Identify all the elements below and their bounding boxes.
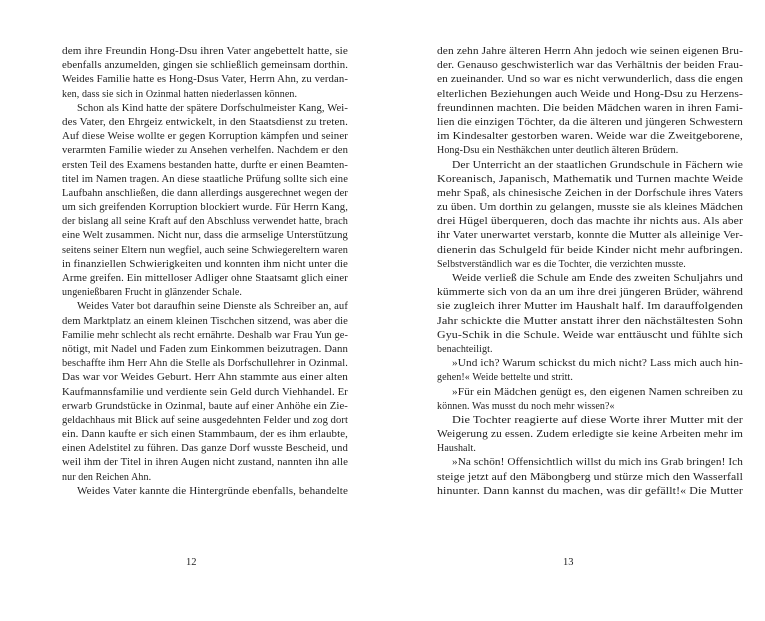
text-line [62,371,348,385]
text-line [437,116,743,130]
text-line [62,88,348,102]
text-line-content: der bislang all seine Kraft auf den Abschluss verwendet hatte, brach [62,216,349,228]
text-line [437,485,743,499]
text-line [437,315,743,329]
text-line-content: Das war vor Weides Geburt. Herr Ahn stammte aus einer alten [62,372,348,384]
text-line-content: Kaufmannsfamilie und verdiente sein Geld durch Viehhandel. Er [62,386,348,398]
text-line [437,442,743,456]
text-line [437,343,743,357]
text-line-content: Jahr schickte die Mutter anstatt ihrer den nächstältesten Sohn [437,315,743,327]
page-number-left: 12 [186,557,197,568]
text-line [437,201,743,215]
text-line-content: ken, dass sie sich in Ozinmal hatten niederlassen können. [62,88,298,100]
text-line-content: Weides Familie hatte es Hong-Dsus Vater, Herrn Ahn, zu verdan- [62,74,349,86]
text-line [62,442,348,456]
text-line [62,400,348,414]
text-line-content: dem Marktplatz an einem kleinen Tischchen sitzend, was aber die [62,315,349,327]
text-line [437,400,743,414]
text-line [437,329,743,343]
text-line [437,272,743,286]
text-line-content: elterlichen Beziehungen auch Weide und Hong-Dsu zu Herzens- [437,88,744,100]
text-line-content: sie zugleich ihrer Mutter im Haushalt half. Im darauffolgenden [437,301,743,313]
text-line [437,173,743,187]
text-line-content: eine Welt zusammen. Nicht nur, dass die armselige Unterstützung [62,230,348,242]
text-line [437,187,743,201]
paragraph [437,159,743,273]
text-line-content: titel im Namen tragen. An diese staatliche Prüfung sollte sich eine [62,173,348,185]
text-line-content: ein. Dann kaufte er sich einen Stammbaum, der es ihm erlaubte, [62,429,349,441]
text-line [62,215,348,229]
text-line [437,59,743,73]
text-line [437,258,743,272]
text-line [62,414,348,428]
text-line-content: Arme greifen. Ein mittelloser Adliger ohne Staatsamt glich einer [62,273,349,284]
text-line-content: im Kindesalter gestorben waren. Weide war die Zweitgeborene, [437,131,743,143]
text-line-content: seitens seiner Eltern nun wegfiel, auch seine Schwiegereltern waren [62,244,349,256]
text-line [62,315,348,329]
text-line [62,300,348,314]
text-line-content: in finanziellen Schwierigkeiten und konnten ihm nicht unter die [62,258,349,270]
text-line [437,88,743,102]
paragraph [437,386,743,414]
text-line [437,386,743,400]
text-line [437,286,743,300]
paragraph [62,300,348,484]
page-number-right: 13 [563,557,574,568]
text-line-content: »Und ich? Warum schickst du mich nicht? Lass mich auch hin- [452,358,743,370]
text-line [437,471,743,485]
text-line [62,386,348,400]
text-line [437,371,743,385]
text-line-content: Die Tochter reagierte auf diese Worte ihrer Mutter mit der [452,414,743,426]
text-line [62,116,348,130]
text-line [62,130,348,144]
text-line [62,428,348,442]
text-line [62,244,348,258]
text-line-content: erwarb Grundstücke in Ozinmal, baute auf einer Anhöhe ein Zie- [62,400,349,412]
text-line [62,286,348,300]
text-line-content: Laufbahn anschließen, die dann allerdings ausgerechnet wegen der [62,187,349,199]
text-line-content: »Für ein Mädchen genügt es, den eigenen Namen schreiben zu [452,386,744,398]
text-line [437,159,743,173]
page-left-text [62,45,348,499]
text-line-content: drei Hügel überqueren, doch das machte ihr nichts aus. Als aber [437,216,743,228]
text-line-content: Weides Vater kannte die Hintergründe ebenfalls, behandelte [77,485,349,497]
paragraph [437,272,743,357]
text-line [437,215,743,229]
paragraph [62,485,348,499]
text-line [62,159,348,173]
text-line-content: können. Was musst du noch mehr wissen?« [437,400,615,412]
text-line-content: beschaffte ihm Herr Ahn die Stelle als Dorfschullehrer in Ozinmal. [62,358,348,370]
text-line [437,414,743,428]
text-line [62,258,348,272]
text-line [62,201,348,215]
text-line-content: benachteiligt. [437,343,493,355]
text-line-content: einen Adelstitel zu führen. Das ganze Dorf wusste Bescheid, und [62,443,349,455]
paragraph [62,45,348,102]
text-line-content: nur den Reichen Ahn. [62,471,152,483]
text-line [62,329,348,343]
text-line [437,102,743,116]
text-line [437,456,743,470]
text-line-content: Schon als Kind hatte der spätere Dorfschulmeister Kang, Wei- [77,102,348,114]
text-line-content: Der Unterricht an der staatlichen Grundschule in Fächern wie [452,159,743,171]
text-line-content: freundinnen machten. Die beiden Mädchen waren in ihren Fami- [437,102,743,114]
text-line-content: Haushalt. [437,443,476,455]
text-line [437,300,743,314]
text-line [62,471,348,485]
text-line-content: verarmten Familie wieder zu Ansehen verhelfen. Nachdem er den [62,145,348,157]
text-line [62,73,348,87]
text-line-content: »Na schön! Offensichtlich willst du mich ins Grab bringen! Ich [452,457,743,469]
text-line-content: zu üben. Um dorthin zu gelangen, musste sie als kleines Mädchen [437,202,743,214]
text-line-content: ersten Teil des Examens bestanden hatte, durfte er einen Beamten- [62,159,348,171]
text-line-content: en zueinander. Und so war es nicht verwunderlich, dass die engen [437,74,744,86]
text-line [62,173,348,187]
paragraph [437,357,743,385]
text-line-content: dienerin das Schulgeld für beide Kinder nicht mehr aufbringen. [437,244,743,256]
text-line-content: der. Genauso geschwisterlich war das Verhältnis der beiden Frau- [437,60,744,72]
page-right-text [437,45,743,499]
text-line-content: lien die einzigen Töchter, da die älteren und jüngeren Schwestern [437,116,744,128]
text-line [62,343,348,357]
text-line-content: dem ihre Freundin Hong-Dsu ihren Vater angebettelt hatte, sie [62,46,349,57]
text-line [62,357,348,371]
text-line-content: Auf diese Weise wollte er gegen Korruption kämpfen und seiner [62,131,348,143]
text-line-content: weil ihm der Titel in ihren Augen nicht zustand, nannten ihn alle [62,457,349,469]
text-line-content: mehr Spaß, als chinesische Zeichen in der Dorfschule ihres Vaters [437,187,744,199]
paragraph [62,102,348,301]
text-line-content: gehen!« Weide bettelte und stritt. [437,372,573,384]
text-line [62,485,348,499]
text-line [437,73,743,87]
text-line-content: kümmerte sich von da an um ihre drei jüngeren Brüder, während [437,287,744,299]
text-line [62,456,348,470]
text-line-content: Weigerung zu essen. Zudem erledigte sie keine Arbeiten mehr im [437,429,744,441]
text-line [62,272,348,286]
text-line-content: Koreanisch, Japanisch, Mathematik und Turnen machte Weide [437,173,743,185]
text-line-content: ebenfalls anzumelden, gingen sie schließlich gemeinsam dorthin. [62,60,348,72]
text-line [437,428,743,442]
paragraph [437,45,743,159]
text-line-content: um sich greifenden Korruption blockiert wurde. Für Herrn Kang, [62,202,348,214]
text-line [437,45,743,59]
paragraph [437,414,743,457]
text-line-content: steige jetzt auf den Mäbongberg und stürze mich den Wasserfall [437,471,743,483]
text-line-content: ihr Vater unerwartet verstarb, konnte die Mutter als alleinige Ver- [437,230,744,242]
text-line-content: Weides Vater bot daraufhin seine Dienste als Schreiber an, auf [77,301,348,313]
text-line-content: ungenießbaren Frucht in glänzender Schale. [62,287,242,299]
text-line [62,187,348,201]
text-line-content: geldachhaus mit Blick auf seine ausgedehnten Felder und zog dort [62,414,349,426]
text-line-content: Weide verließ die Schule am Ende des zweiten Schuljahrs und [452,273,743,284]
paragraph [437,456,743,499]
text-line-content: hinunter. Dann kannst du machen, was dir gefällt!« Die Mutter [437,485,743,497]
text-line [437,357,743,371]
text-line [437,130,743,144]
text-line [62,59,348,73]
text-line [437,144,743,158]
text-line [437,244,743,258]
text-line [62,45,348,59]
text-line-content: Familie mehr schlecht als recht ernährte. Deshalb war Frau Yun ge- [62,329,349,341]
text-line [62,144,348,158]
text-line-content: den zehn Jahre älteren Herrn Ahn jedoch wie seinen eigenen Bru- [437,46,743,57]
text-line-content: des Vater, den Ehrgeiz entwickelt, in den Staatsdienst zu treten. [62,116,348,128]
text-line-content: Gyu-Schik in die Schule. Weide war enttäuscht und fühlte sich [437,329,744,341]
text-line [437,229,743,243]
text-line-content: nötigt, mit Nadel und Faden zum Einkommen beizutragen. Dann [62,343,348,355]
text-line-content: Hong-Dsu ein Nesthäkchen unter deutlich älteren Brüdern. [437,145,679,157]
text-line [62,102,348,116]
text-line-content: Selbstverständlich war es die Tochter, die verzichten musste. [437,258,686,270]
text-line [62,229,348,243]
